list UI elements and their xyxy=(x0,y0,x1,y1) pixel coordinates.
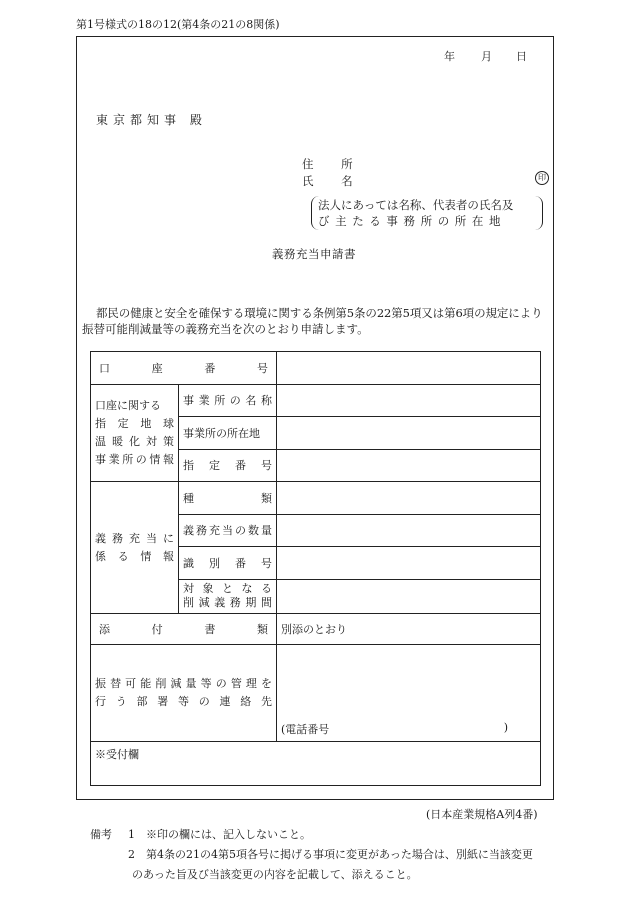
remarks-item2-line2: のあった旨及び当該変更の内容を記載して、添えること。 xyxy=(132,868,418,881)
type-field[interactable] xyxy=(277,482,541,515)
target-period-field[interactable] xyxy=(277,579,541,614)
facility-location-label: 事業所の所在地 xyxy=(179,417,277,450)
application-table xyxy=(90,351,541,786)
account-number-label: 口座番号 xyxy=(91,352,277,385)
date-month: 月 xyxy=(481,50,492,63)
allocation-group-line1: 義務充当に xyxy=(95,531,174,545)
phone-close: ) xyxy=(503,721,508,735)
form-id: 第1号様式の18の12(第4条の21の8関係) xyxy=(76,18,280,31)
document-title: 義務充当申請書 xyxy=(272,247,356,261)
corporation-note-line1: 法人にあっては名称、代表者の氏名及 xyxy=(318,198,514,212)
designation-number-label: 指定番号 xyxy=(179,449,277,482)
facility-name-label: 事業所の名称 xyxy=(179,384,277,417)
date-day: 日 xyxy=(516,50,527,63)
identification-number-label: 識別番号 xyxy=(179,547,277,580)
name-label: 氏 名 xyxy=(302,174,365,188)
contact-label: 振替可能削減量等の管理を 行う部署等の連絡先 xyxy=(91,644,277,742)
allocation-quantity-field[interactable] xyxy=(277,514,541,547)
designation-number-field[interactable] xyxy=(277,449,541,482)
facility-name-field[interactable] xyxy=(277,384,541,417)
facility-location-field[interactable] xyxy=(277,417,541,450)
attachments-label: 添付書類 xyxy=(91,614,277,644)
allocation-quantity-label: 義務充当の数量 xyxy=(179,514,277,547)
facility-group-line4: 事業所の情報 xyxy=(95,452,174,466)
remarks-item2-num: 2 xyxy=(128,848,135,861)
facility-group-line1: 口座に関する xyxy=(95,398,161,412)
standard-note: (日本産業規格A列4番) xyxy=(426,808,538,821)
allocation-group-label xyxy=(91,482,179,614)
corporation-note-line2: び主たる事務所の所在地 xyxy=(318,214,507,228)
facility-group-line2: 指定地球 xyxy=(95,416,174,430)
addressee: 東京都知事 殿 xyxy=(96,113,207,127)
remarks-item2-line1: 第4条の21の4第5項各号に掲げる事項に変更があった場合は、別紙に当該変更 xyxy=(146,848,533,861)
body-text xyxy=(82,305,552,337)
facility-group-label xyxy=(91,384,179,482)
corporation-note xyxy=(311,196,543,230)
body-line1: 都民の健康と安全を確保する環境に関する条例第5条の22第5項又は第6項の規定により xyxy=(96,306,543,320)
target-period-label: 対象となる 削減義務期間 xyxy=(179,579,277,614)
allocation-group-line2: 係る情報 xyxy=(95,549,174,563)
phone-label: (電話番号 xyxy=(281,723,330,737)
remarks-item1: ※印の欄には、記入しないこと。 xyxy=(146,828,311,841)
address-label: 住 所 xyxy=(302,157,365,171)
attachments-value: 別添のとおり xyxy=(277,614,541,644)
remarks-item1-num: 1 xyxy=(128,828,135,841)
remarks-head: 備考 xyxy=(90,828,112,841)
account-number-field[interactable] xyxy=(277,352,541,385)
type-label: 種類 xyxy=(179,482,277,515)
remarks xyxy=(90,825,560,885)
body-line2: 振替可能削減量等の義務充当を次のとおり申請します。 xyxy=(82,322,369,336)
contact-field[interactable] xyxy=(277,644,541,742)
identification-number-field[interactable] xyxy=(277,547,541,580)
seal-icon: 印 xyxy=(535,171,549,185)
receipt-label: ※受付欄 xyxy=(95,748,139,762)
facility-group-line3: 温暖化対策 xyxy=(95,434,174,448)
receipt-field xyxy=(91,742,541,786)
date-year: 年 xyxy=(444,50,455,63)
